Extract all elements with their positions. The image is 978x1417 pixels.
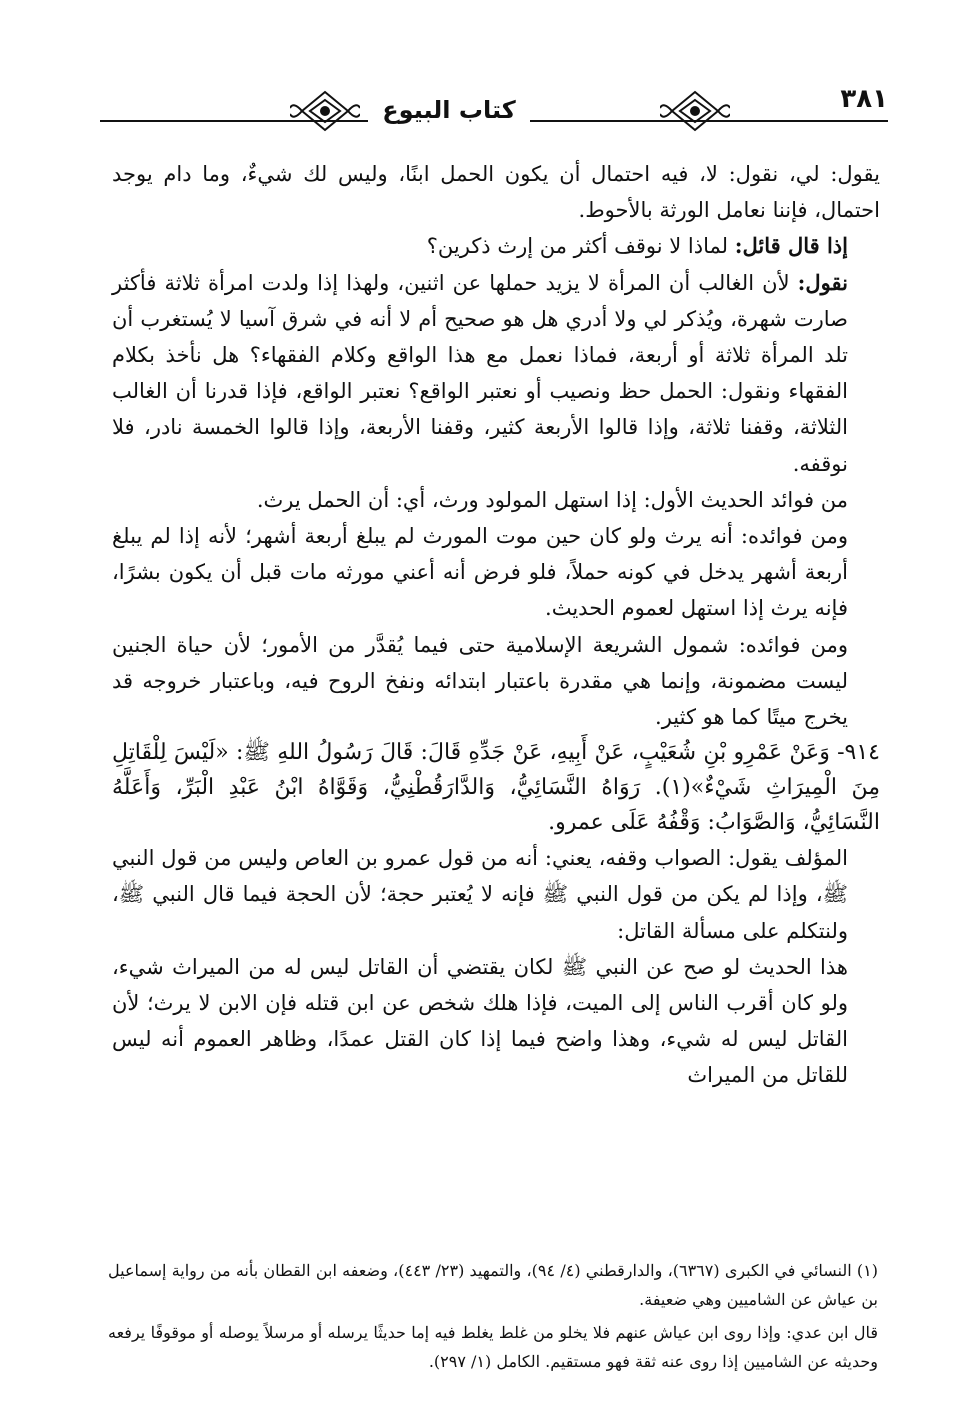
footnotes [108, 1256, 878, 1380]
chapter-title: كتاب البيوع [368, 96, 530, 124]
paragraph: المؤلف يقول: الصواب وقفه، يعني: أنه من قول عمرو بن العاص وليس من قول النبي ﷺ، وإذا لم يكن من قول النبي ﷺ فإنه لا يُعتبر حجة؛ لأن الحجة فيما قال النبي ﷺ، ولنتكلم على مسألة القاتل: [112, 846, 848, 943]
footnote: (١) النسائي في الكبرى (٦٣٦٧)، والدارقطني (٤/ ٩٤)، والتمهيد (٢٣/ ٤٤٣)، وضعفه ابن القطان بأنه من رواية إسماعيل بن عياش عن الشاميين وهي ضعيفة. [108, 1261, 879, 1309]
paragraph: من فوائد الحديث الأول: إذا استهل المولود ورث، أي: أن الحمل يرث. [256, 487, 848, 512]
paragraph [112, 228, 880, 264]
paragraph: ومن فوائده: أنه يرث ولو كان حين موت المورث لم يبلغ أربعة أشهر؛ لأنه إذا لم يبلغ أربعة أشهر يدخل في كونه حملاً، فلو فرض أنه أعني مورثه مات قبل أن يكون بشرًا، فإنه يرث إذا استهل لعموم الحديث. [112, 524, 848, 621]
paragraph-text: لماذا لا نوقف أكثر من إرث ذكرين؟ [426, 234, 729, 259]
paragraph-lead: نقول: [797, 269, 848, 295]
paragraph: يقول: لي، نقول: لا، فيه احتمال أن يكون الحمل ابنًا، وليس لك شيءٌ، وما دام يوجد احتمال، فإننا نعامل الورثة بالأحوط. [112, 162, 880, 223]
paragraph-text: لأن الغالب أن المرأة لا يزيد حملها عن اثنين، ولهذا إذا ولدت امرأة ثلاثة فأكثر صارت شهرة، ويُذكر لي ولا أدري هل هو صحيح أم لا أنه في شرق آسيا لا يُستغرب أن تلد المرأة ثلاثة أو أربعة، فماذا نعمل مع هذا الواقع وكلام الفقهاء؟ هل نأخذ بكلام الفقهاء ونقول: الحمل حظ ونصيب أو نعتبر الواقع؟ نعتبر الواقع، فإذا قدرنا أن الغالب الثلاثة، وقفنا ثلاثة، وإذا قالوا الأربعة كثير، وقفنا الأربعة، وإذا قالوا الخمسة نادر، فلا نوقفه. [112, 270, 848, 476]
page-header [100, 84, 888, 144]
paragraph: ومن فوائده: شمول الشريعة الإسلامية حتى فيما يُقدَّر من الأمور؛ لأن حياة الجنين ليست مضمونة، وإنما هي مقدرة باعتبار ابتدائه ونفخ الروح فيه، وباعتبار خروجه قد يخرج ميتًا كما هو كثير. [112, 632, 848, 730]
paragraph [112, 265, 880, 482]
paragraph-lead: إذا قال قائل: [734, 233, 848, 259]
hadith-text: ٩١٤- وَعَنْ عَمْرِو بْنِ شُعَيْبٍ، عَنْ أَبِيهِ، عَنْ جَدِّهِ قَالَ: قَالَ رَسُولُ اللهِ ﷺ: «لَيْسَ لِلْقَاتِلِ مِنَ الْمِيرَاثِ شَيْءٌ»(١). رَوَاهُ النَّسَائِيُّ، وَالدَّارَقُطْنِيُّ، وَقَوَّاهُ ابْنُ عَبْدِ الْبَرِّ، وَأَعَلَّهُ النَّسَائِيُّ، وَالصَّوَابُ: وَقْفُهُ عَلَى عمرو. [112, 740, 880, 836]
paragraph: هذا الحديث لو صح عن النبي ﷺ لكان يقتضي أن القاتل ليس له من الميراث شيء، ولو كان أقرب الناس إلى الميت، فإذا هلك شخص عن ابن قتله فإن الابن لا يرث؛ لأن القاتل ليس له شيء، وهذا واضح فيما إذا كان القتل عمدًا، وظاهر العموم أنه ليس للقاتل من الميراث [112, 954, 848, 1088]
chapter-title-box [310, 86, 588, 134]
footnote: قال ابن عدي: وإذا روى ابن عياش عنهم فلا يخلو من غلط يغلط فيه إما حديثًا يرسله أو مرسلاً يوصله أو موقوفًا يرفعه وحديثه عن الشاميين إذا روى عنه ثقة فهو مستقيم. الكامل (١/ ٢٩٧). [108, 1323, 878, 1371]
page-number: ٣٨١ [840, 84, 888, 114]
main-text [112, 156, 880, 1094]
ornament-right-icon [660, 86, 730, 136]
